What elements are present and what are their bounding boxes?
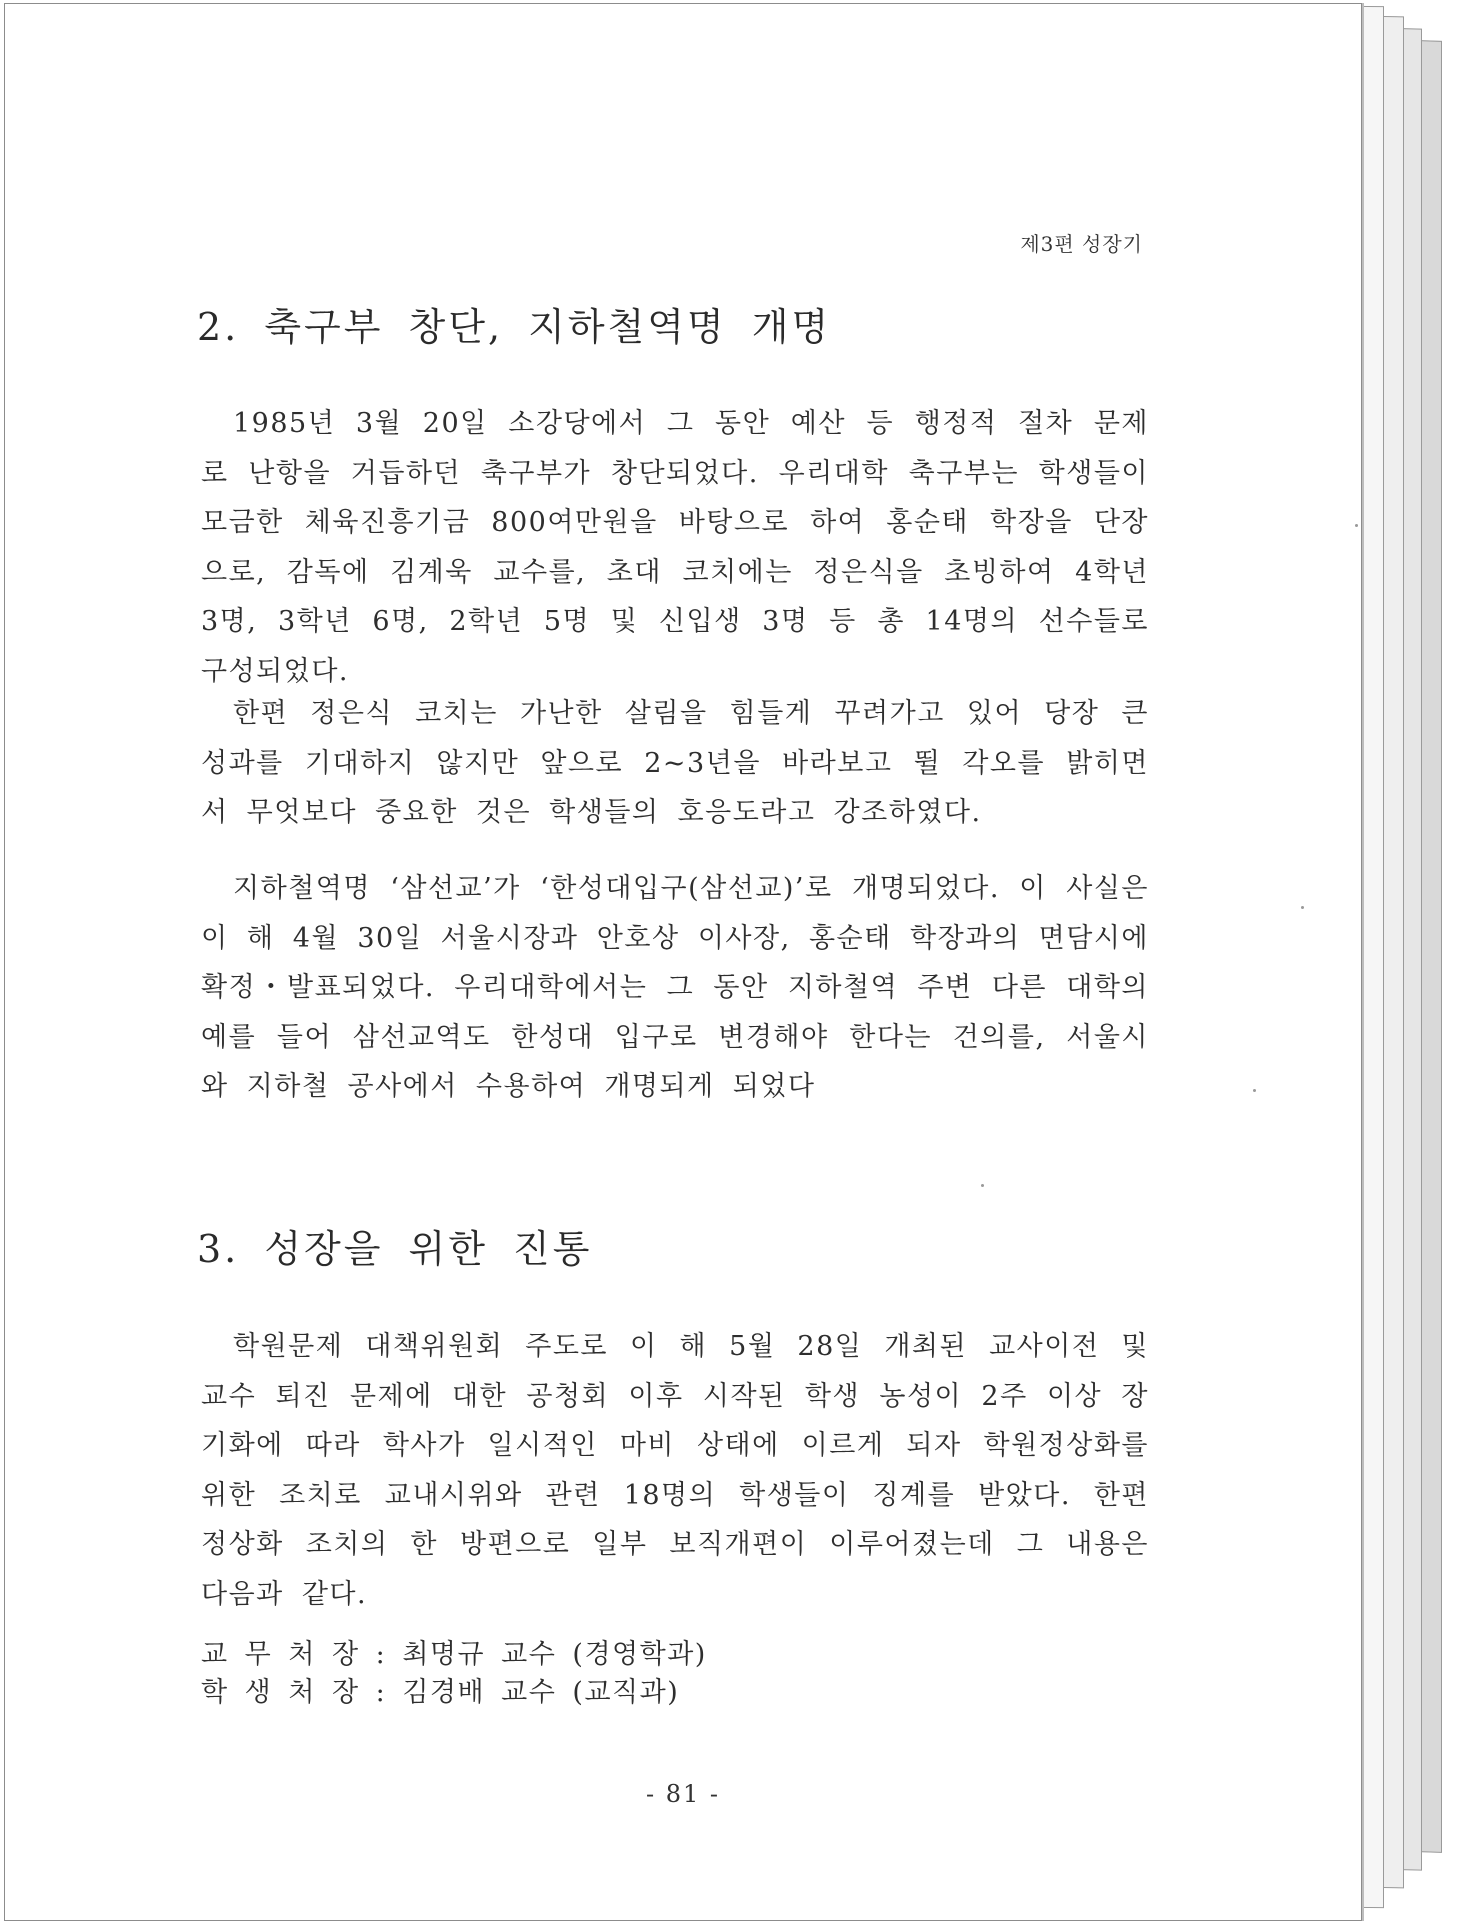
scan-speck <box>1355 524 1358 527</box>
body-paragraph: 1985년 3월 20일 소강당에서 그 동안 예산 등 행정적 절차 문제로 난항을 거듭하던 축구부가 창단되었다. 우리대학 축구부는 학생들이 모금한 체육진흥기금 800여만원을 바탕으로 하여 홍순태 학장을 단장으로, 감독에 김계욱 교수를, 초대 코치에는 정은식을 초빙하여 4학년 3명, 3학년 6명, 2학년 5명 및 신입생 3명 등 총 14명의 선수들로 구성되었다. <box>201 408 1149 687</box>
book-page <box>4 3 1362 1921</box>
scan-speck <box>1253 1089 1256 1092</box>
section-heading: 3. 성장을 위한 진통 <box>197 1227 593 1271</box>
appointment-line: 학 생 처 장 : 김경배 교수 (교직과) <box>201 1677 680 1708</box>
body-paragraph: 학원문제 대책위원회 주도로 이 해 5월 28일 개최된 교사이전 및 교수 퇴진 문제에 대한 공청회 이후 시작된 학생 농성이 2주 이상 장기화에 따라 학사가 일시적인 마비 상태에 이르게 되자 학원정상화를 위한 조치로 교내시위와 관련 18명의 학생들이 징계를 받았다. 한편 정상화 조치의 한 방편으로 일부 보직개편이 이루어졌는데 그 내용은 다음과 같다. <box>201 1331 1149 1610</box>
body-paragraph: 한편 정은식 코치는 가난한 살림을 힘들게 꾸려가고 있어 당장 큰 성과를 기대하지 않지만 앞으로 2~3년을 바라보고 뛸 각오를 밝히면서 무엇보다 중요한 것은 학생들의 호응도라고 강조하였다. <box>201 698 1149 828</box>
page-number: - 81 - <box>645 1780 720 1808</box>
running-header: 제3편 성장기 <box>1020 232 1143 256</box>
scan-speck <box>1301 906 1304 909</box>
section-heading: 2. 축구부 창단, 지하철역명 개명 <box>197 305 832 349</box>
scan-speck <box>981 1184 984 1187</box>
body-paragraph: 지하철역명 ‘삼선교’가 ‘한성대입구(삼선교)’로 개명되었다. 이 사실은 이 해 4월 30일 서울시장과 안호상 이사장, 홍순태 학장과의 면담시에 확정・발표되었다. 우리대학에서는 그 동안 지하철역 주변 다른 대학의 예를 들어 삼선교역도 한성대 입구로 변경해야 한다는 건의를, 서울시와 지하철 공사에서 수용하여 개명되게 되었다 <box>201 873 1149 1102</box>
appointment-line: 교 무 처 장 : 최명규 교수 (경영학과) <box>201 1639 707 1670</box>
